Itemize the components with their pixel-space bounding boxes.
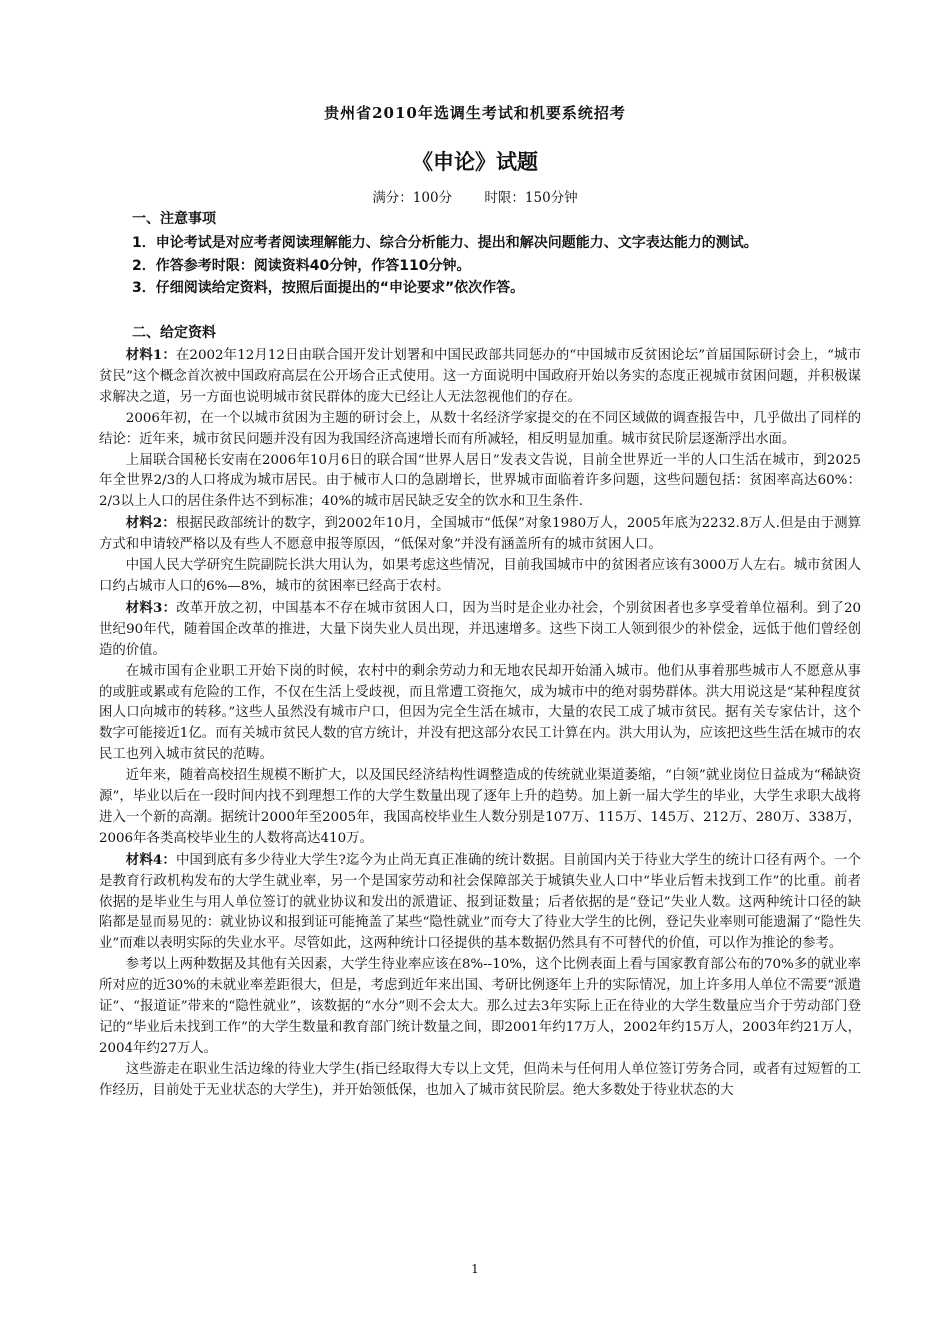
exam-title: 贵州省2010年选调生考试和机要系统招考 [324,104,626,122]
note-item: 2．作答参考时限：阅读资料40分钟，作答110分钟。 [132,258,471,274]
materials-body [99,345,861,1102]
material-paragraph: 中国人民大学研究生院副院长洪大用认为，如果考虑这些情况，目前我国城市中的贫困者应该有3000万人左右。城市贫困人口约占城市人口的6%—8%，城市的贫困率已经高于农村。 [99,558,861,594]
note-item: 1．申论考试是对应考者阅读理解能力、综合分析能力、提出和解决问题能力、文字表达能力的测试。 [132,235,758,251]
material-paragraph: 在城市国有企业职工开始下岗的时候，农村中的剩余劳动力和无地农民却开始涌入城市。他们从事着那些城市人不愿意从事的或脏或累或有危险的工作，不仅在生活上受歧视，而且常遭工资拖欠，成为城市中的绝对弱势群体。洪大用说这是“某种程度贫困人口向城市的转移。”这些人虽然没有城市户口，但因为完全生活在城市，大量的农民工成了城市贫民。据有关专家估计，这个数字可能接近1亿。而有关城市贫民人数的官方统计，并没有把这部分农民工计算在内。洪大用认为，应该把这些生活在城市的农民工也列入城市贫民的范畴。 [99,663,861,763]
page-number: 1 [471,1262,479,1276]
note-item: 3．仔细阅读给定资料，按照后面提出的“申论要求”依次作答。 [132,280,525,296]
material-paragraph: 近年来，随着高校招生规模不断扩大，以及国民经济结构性调整造成的传统就业渠道萎缩，“白领”就业岗位日益成为“稀缺资源”，毕业以后在一段时间内找不到理想工作的大学生数量出现了逐年上升的趋势。加上新一届大学生的毕业，大学生求职大战将进入一个新的高潮。据统计2000年至2005年，我国高校毕业生人数分别是107万、115万、145万、212万、280万、338万，2006年各类高校毕业生的人数将高达410万。 [99,768,861,846]
exam-subtitle: 《申论》试题 [412,149,538,174]
material-label: 材料4： [125,851,176,868]
material-paragraph: 材料3：改革开放之初，中国基本不存在城市贫困人口，因为当时是企业办社会，个别贫困者也多享受着单位福利。到了20世纪90年代，随着国企改革的推进，大量下岗失业人员出现，并迅速增多。这些下岗工人领到很少的补偿金，远低于他们曾经创造的价值。 [99,599,861,658]
material-paragraph: 这些游走在职业生活边缘的待业大学生(指已经取得大专以上文凭，但尚未与任何用人单位签订劳务合同，或者有过短暂的工作经历，目前处于无业状态的大学生)，并开始领低保，也加入了城市贫民阶层。绝大多数处于待业状态的大 [99,1061,861,1098]
material-paragraph: 材料2：根据民政部统计的数字，到2002年10月，全国城市“低保”对象1980万人，2005年底为2232.8万人.但是由于测算方式和申请较严格以及有些人不愿意申报等原因，“低保对象”并没有涵盖所有的城市贫困人口。 [99,515,861,553]
material-label: 材料1： [125,347,176,363]
material-paragraph: 2006年初，在一个以城市贫困为主题的研讨会上，从数十名经济学家提交的在不同区域做的调查报告中，几乎做出了同样的结论：近年来，城市贫民问题并没有因为我国经济高速增长而有所减轻，相反明显加重。城市贫民阶层逐渐浮出水面。 [99,410,861,447]
score-text: 满分：100分 [372,190,453,206]
material-label: 材料2： [125,515,176,532]
material-paragraph: 材料1：在2002年12月12日由联合国开发计划署和中国民政部共同惩办的“中国城市反贫困论坛”首届国际研讨会上，“城市贫民”这个概念首次被中国政府高层在公开场合正式使用。这一方面说明中国政府开始以务实的态度正视城市贫困问题，并积极谋求解决之道，另一方面也说明城市贫民群体的庞大已经让人无法忽视他们的存在。 [99,347,861,405]
notes-heading: 一、注意事项 [132,211,216,227]
time-limit-text: 时限：150分钟 [484,190,578,206]
exam-meta [0,186,950,206]
materials-heading: 二、给定资料 [132,325,216,341]
material-label: 材料3： [125,599,177,616]
material-paragraph: 材料4：中国到底有多少待业大学生?迄今为止尚无真正准确的统计数据。目前国内关于待业大学生的统计口径有两个。一个是教育行政机构发布的大学生就业率，另一个是国家劳动和社会保障部关于城镇失业人口中“毕业后暂未找到工作”的比重。前者依据的是毕业生与用人单位签订的就业协议和发出的派遣证、报到证数量；后者依据的是“登记”失业人数。这两种统计口径的缺陷都是显而易见的：就业协议和报到证可能掩盖了某些“隐性就业”而夸大了待业大学生的比例，登记失业率则可能遗漏了“隐性失业”而难以表明实际的失业水平。尽管如此，这两种统计口径提供的基本数据仍然具有不可替代的价值，可以作为推论的参考。 [99,851,861,952]
material-paragraph: 参考以上两种数据及其他有关因素，大学生待业率应该在8%--10%，这个比例表面上看与国家教育部公布的70%多的就业率所对应的近30%的未就业率差距很大，但是，考虑到近年来出国、考研比例逐年上升的实际情况，加上许多用人单位不需要“派遣证”、“报道证”带来的“隐性就业”，该数据的“水分”则不会太大。那么过去3年实际上正在待业的大学生数量应当介于劳动部门登记的“毕业后未找到工作”的大学生数量和教育部门统计数量之间，即2001年约17万人，2002年约15万人，2003年约21万人，2004年约27万人。 [99,957,861,1056]
material-paragraph: 上届联合国秘长安南在2006年10月6日的联合国“世界人居日”发表文告说，目前全世界近一半的人口生活在城市，到2025年全世界2/3的人口将成为城市居民。由于械市人口的急剧增长，世界城市面临着许多问题，这些问题包括：贫困率高达60%：2/3以上人口的居住条件达不到标准；40%的城市居民缺乏安全的饮水和卫生条件. [99,452,861,510]
